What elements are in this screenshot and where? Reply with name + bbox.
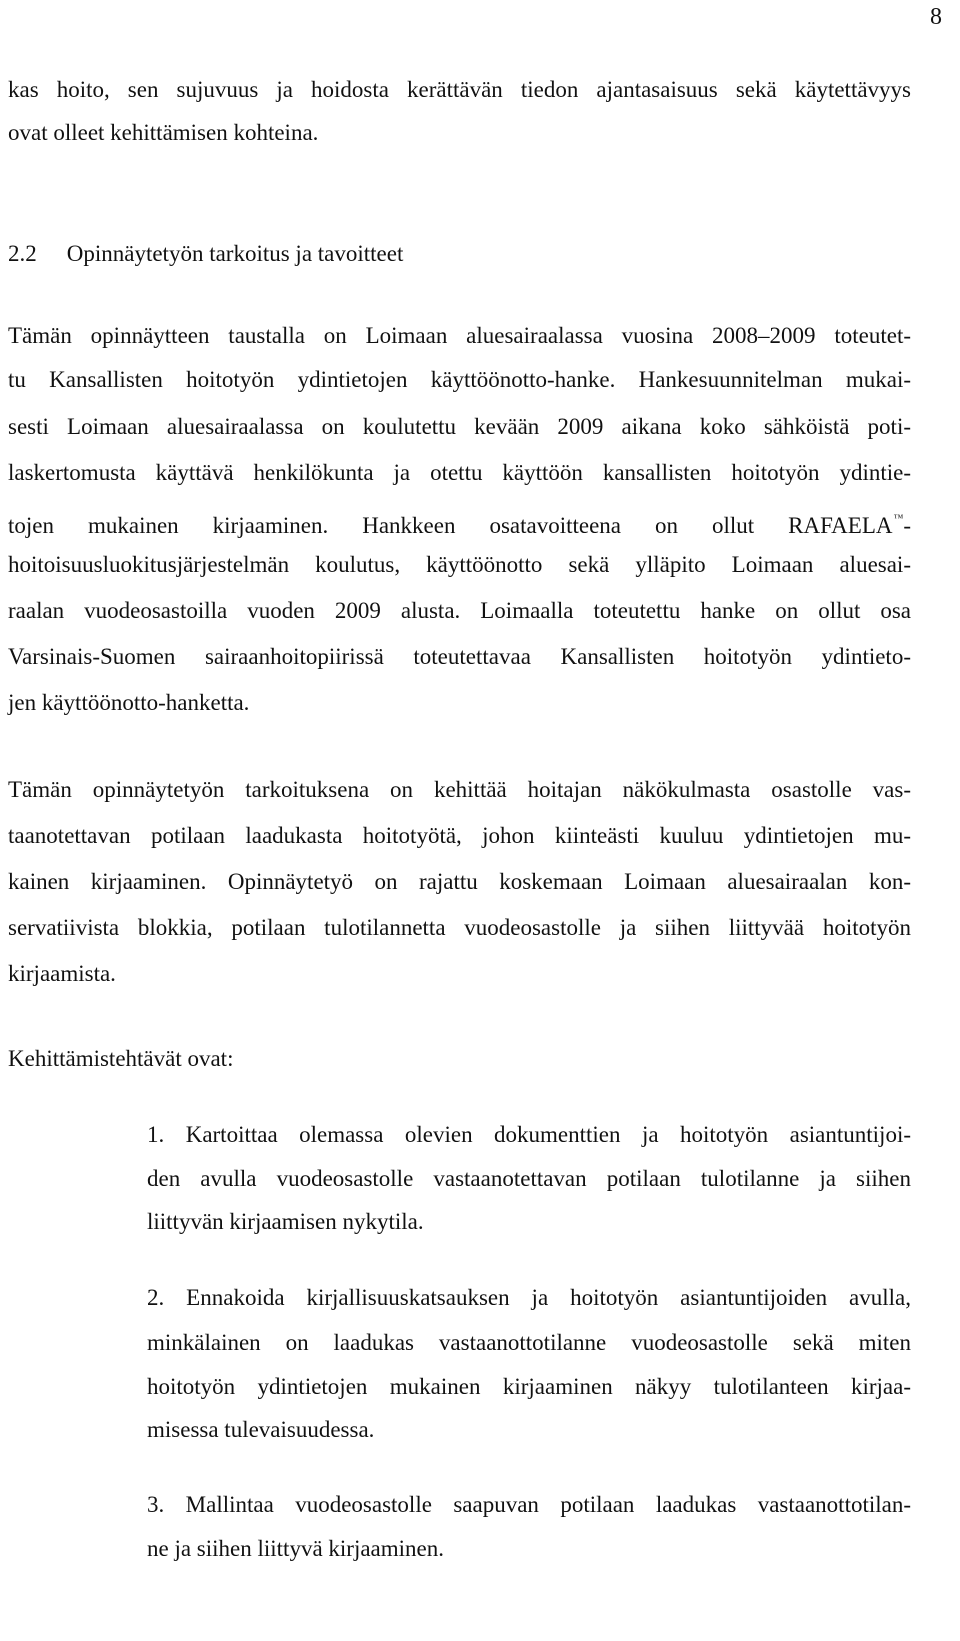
paragraph-line: servatiivista blokkia, potilaan tulotilannetta vuodeosastolle ja siihen liittyvää hoitotyön	[8, 915, 911, 940]
tasks-heading: Kehittämistehtävät ovat:	[8, 1046, 234, 1071]
section-number: 2.2	[8, 241, 37, 266]
hyphen: -	[903, 513, 911, 538]
list-item-line: 2. Ennakoida kirjallisuuskatsauksen ja hoitotyön asiantuntijoiden avulla,	[147, 1285, 911, 1310]
list-item-line: hoitotyön ydintietojen mukainen kirjaaminen näkyy tulotilanteen kirjaa-	[147, 1374, 911, 1399]
paragraph-line: kirjaamista.	[8, 961, 116, 986]
paragraph-text: tojen mukainen kirjaaminen. Hankkeen osatavoitteena on ollut RAFAELA	[8, 513, 893, 538]
paragraph-line: kainen kirjaaminen. Opinnäytetyö on rajattu koskemaan Loimaan aluesairaalan kon-	[8, 869, 911, 894]
paragraph-line: raalan vuodeosastoilla vuoden 2009 alusta. Loimaalla toteutettu hanke on ollut osa	[8, 598, 911, 623]
list-item-line: misessa tulevaisuudessa.	[147, 1417, 375, 1442]
paragraph-line: taanotettavan potilaan laadukasta hoitotyötä, johon kiinteästi kuuluu ydintietojen mu-	[8, 823, 911, 848]
paragraph-line: tu Kansallisten hoitotyön ydintietojen käyttöönotto-hanke. Hankesuunnitelman mukai-	[8, 367, 911, 392]
paragraph-line: laskertomusta käyttävä henkilökunta ja otettu käyttöön kansallisten hoitotyön ydintie-	[8, 460, 911, 485]
list-item-line: den avulla vuodeosastolle vastaanotettavan potilaan tulotilanne ja siihen	[147, 1166, 911, 1191]
list-item-line: 1. Kartoittaa olemassa olevien dokumenttien ja hoitotyön asiantuntijoi-	[147, 1122, 911, 1147]
list-item-line: 3. Mallintaa vuodeosastolle saapuvan potilaan laadukas vastaanottotilan-	[147, 1492, 911, 1517]
paragraph-line: Tämän opinnäytteen taustalla on Loimaan aluesairaalassa vuosina 2008–2009 toteutet-	[8, 323, 911, 348]
section-heading	[8, 239, 403, 269]
section-title: Opinnäytetyön tarkoitus ja tavoitteet	[66, 241, 404, 266]
paragraph-line: jen käyttöönotto-hanketta.	[8, 690, 250, 715]
page-number: 8	[930, 4, 942, 30]
list-item-line: liittyvän kirjaamisen nykytila.	[147, 1209, 424, 1234]
paragraph-line: Varsinais-Suomen sairaanhoitopiirissä toteutettavaa Kansallisten hoitotyön ydintieto-	[8, 644, 911, 669]
intro-line: ovat olleet kehittämisen kohteina.	[8, 120, 319, 145]
paragraph-line: hoitoisuusluokitusjärjestelmän koulutus, käyttöönotto sekä ylläpito Loimaan aluesai-	[8, 552, 911, 577]
list-item-line: ne ja siihen liittyvä kirjaaminen.	[147, 1536, 445, 1561]
paragraph-line: Tämän opinnäytetyön tarkoituksena on kehittää hoitajan näkökulmasta osastolle vas-	[8, 777, 911, 802]
paragraph-line: sesti Loimaan aluesairaalassa on koulutettu kevään 2009 aikana koko sähköistä poti-	[8, 414, 911, 439]
paragraph-line-with-trademark	[8, 504, 911, 541]
list-item-line: minkälainen on laadukas vastaanottotilanne vuodeosastolle sekä miten	[147, 1330, 911, 1355]
intro-line: kas hoito, sen sujuvuus ja hoidosta kerättävän tiedon ajantasaisuus sekä käytettävyys	[8, 77, 911, 102]
trademark-mark: ™	[893, 513, 904, 524]
